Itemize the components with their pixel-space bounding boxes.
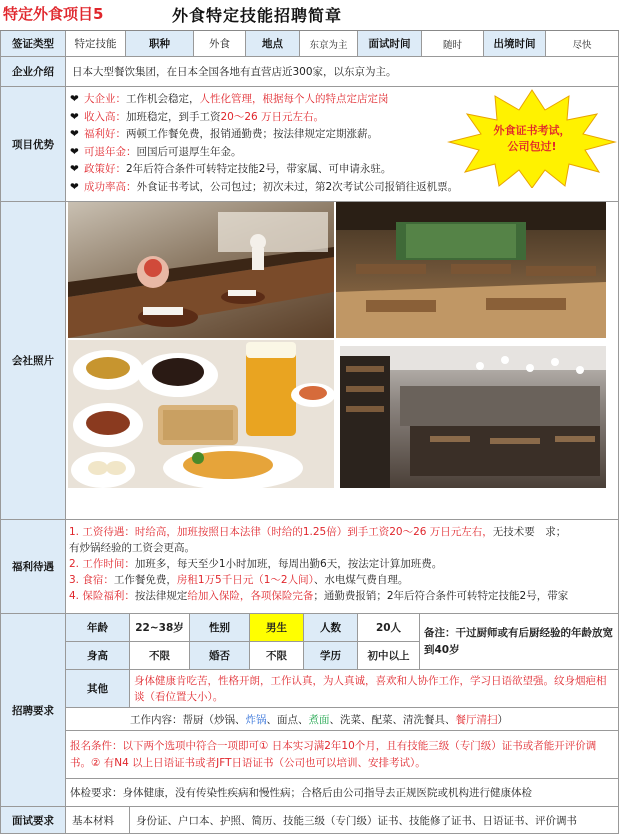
age-label: 年龄 (66, 614, 130, 642)
marriage-label: 婚否 (190, 642, 250, 670)
materials-label: 基本材料 (66, 807, 130, 834)
interview-label: 面试时间 (358, 31, 422, 57)
welfare-line4-key: 4. 保险福利： (69, 590, 135, 602)
advantage-key: 福利好： (84, 128, 126, 140)
work-item-5: 、洗菜、配菜、清洗餐具、 (329, 713, 456, 726)
photo-counter-restaurant (68, 202, 334, 338)
heart-icon: ❤ (70, 180, 79, 193)
advantage-key: 可退年金： (84, 145, 137, 158)
marriage-value: 不限 (250, 642, 304, 670)
advantages-label: 项目优势 (0, 87, 66, 202)
advantage-item (70, 109, 458, 127)
edu-value: 初中以上 (358, 642, 420, 670)
welfare-line3-a: 工作餐免费， (113, 574, 177, 586)
photo-food-and-beer (68, 340, 334, 488)
welfare-label: 福利待遇 (0, 520, 66, 614)
count-value: 20人 (358, 614, 420, 642)
photo-restaurant-interior (340, 346, 606, 488)
work-item-6: 餐厅清扫 (455, 713, 498, 726)
advantage-text: 工作机会稳定， (126, 93, 200, 105)
welfare-line2-key: 2. 工作时间： (69, 558, 135, 570)
project-tag: 特定外食项目5 (3, 5, 104, 23)
advantage-item (70, 161, 458, 179)
interview-value: 随时 (422, 31, 484, 57)
photos-label: 会社照片 (0, 202, 66, 520)
work-item-2: 炸锅 (245, 713, 267, 726)
advantage-key: 收入高： (84, 110, 126, 123)
advantage-item (70, 179, 458, 197)
company-text: 日本大型餐饮集团，在日本全国各地有直营店近300家，以东京为主。 (66, 57, 619, 87)
place-value: 东京为主 (300, 31, 358, 57)
requirements-note: 备注：干过厨师或有后厨经验的年龄放宽到40岁 (420, 614, 619, 670)
advantage-text: 外食证书考试，公司包过；初次未过，第2次考试公司报销往返机票。 (136, 180, 459, 193)
other-text: 身体健康肯吃苦，性格开朗，工作认真，为人真诚，喜欢和人协作工作，学习日语欲望强。纹身烟疤相谈（看位置大小）。 (130, 670, 619, 708)
advantage-text: 回国后可退厚生年金。 (136, 145, 242, 158)
other-label: 其他 (66, 670, 130, 708)
visa-label: 签证类型 (0, 31, 66, 57)
burst-line1: 外食证书考试， (493, 124, 571, 137)
photo-dining-hall (336, 202, 606, 338)
advantage-item (70, 91, 458, 109)
work-item-3: 、面点、 (266, 713, 309, 726)
apply-conditions: 报名条件：以下两个选项中符合一项即可① 日本实习满2年10个月，且有技能三级（专门级）证书或者能开评价调书。② 有N4 以上日语证书或者JFT日语证书（公司也可以培训、安排考试）。 (66, 731, 619, 779)
count-label: 人数 (304, 614, 358, 642)
work-item-7: ） (497, 713, 508, 726)
welfare-line1b: 有炒锅经验的工资会更高。 (69, 542, 195, 554)
materials-value: 身份证、户口本、护照、简历、技能三级（专门级）证书、技能修了证书、日语证书、评价调书 (130, 807, 619, 834)
advantage-text: 两顿工作餐免费，报销通勤费；按法律规定定期涨薪。 (126, 128, 378, 140)
work-item-4: 煮面 (308, 713, 330, 726)
exam-guarantee-burst (447, 88, 617, 188)
height-label: 身高 (66, 642, 130, 670)
advantage-key: 大企业： (84, 93, 126, 105)
advantage-extra: 人性化管理，根据每个人的特点定店定岗 (199, 93, 389, 105)
height-value: 不限 (130, 642, 190, 670)
welfare-line1-key: 1. 工资待遇：时给高，加班按照日本法律（时给的1.25倍）到手工资20～26 万日元左右， (69, 526, 493, 538)
health-requirements: 体检要求：身体健康，没有传染性疾病和慢性病；合格后由公司指导去正规医院或机构进行健康体检 (66, 779, 619, 807)
interview-req-label: 面试要求 (0, 807, 66, 834)
advantage-text: 加班稳定，到手工资 (126, 110, 221, 123)
advantage-item (70, 144, 458, 162)
welfare-line4-b: 给加入保险，各项保险完备 (187, 590, 314, 602)
heart-icon: ❤ (70, 145, 79, 158)
advantage-key: 成功率高： (84, 180, 137, 193)
welfare-line3-key: 3. 食宿： (69, 574, 114, 586)
welfare-line3-b: 房租1万5千日元（1～2人间） (176, 574, 314, 586)
job-label: 职种 (126, 31, 194, 57)
depart-value: 尽快 (546, 31, 619, 57)
visa-value: 特定技能 (66, 31, 126, 57)
advantage-key: 政策好： (84, 163, 126, 175)
depart-label: 出境时间 (484, 31, 546, 57)
place-label: 地点 (246, 31, 300, 57)
heart-icon: ❤ (70, 163, 79, 175)
heart-icon: ❤ (70, 93, 79, 105)
welfare-text (66, 520, 619, 614)
welfare-line2-rest: 加班多，每天至少1小时加班，每周出勤6天，按法定计算加班费。 (134, 558, 443, 570)
gender-label: 性别 (190, 614, 250, 642)
advantage-text: 2年后符合条件可转特定技能2号，带家属、可申请永驻。 (126, 163, 392, 175)
age-value: 22~38岁 (130, 614, 190, 642)
welfare-line4-c: ；通勤费报销；2年后符合条件可转特定技能2号，带家 (313, 590, 569, 602)
advantage-item (70, 126, 458, 144)
work-content (66, 708, 619, 731)
welfare-line1-rest: 无技术要 求； (492, 526, 567, 538)
welfare-line4-a: 按法律规定 (134, 590, 188, 602)
heart-icon: ❤ (70, 110, 79, 123)
job-value: 外食 (194, 31, 246, 57)
requirements-label: 招聘要求 (0, 614, 66, 807)
gender-value: 男生 (250, 614, 304, 642)
heart-icon: ❤ (70, 128, 79, 140)
work-item-1: 帮厨（炒锅、 (182, 713, 246, 726)
company-label: 企业介绍 (0, 57, 66, 87)
page-title: 外食特定技能招聘简章 (172, 6, 343, 25)
edu-label: 学历 (304, 642, 358, 670)
work-label: 工作内容： (130, 713, 183, 726)
burst-line2: 公司包过! (507, 140, 557, 153)
welfare-line3-c: 、水电煤气费自理。 (313, 574, 409, 586)
advantage-extra: 20～26 万日元左右。 (220, 110, 325, 123)
